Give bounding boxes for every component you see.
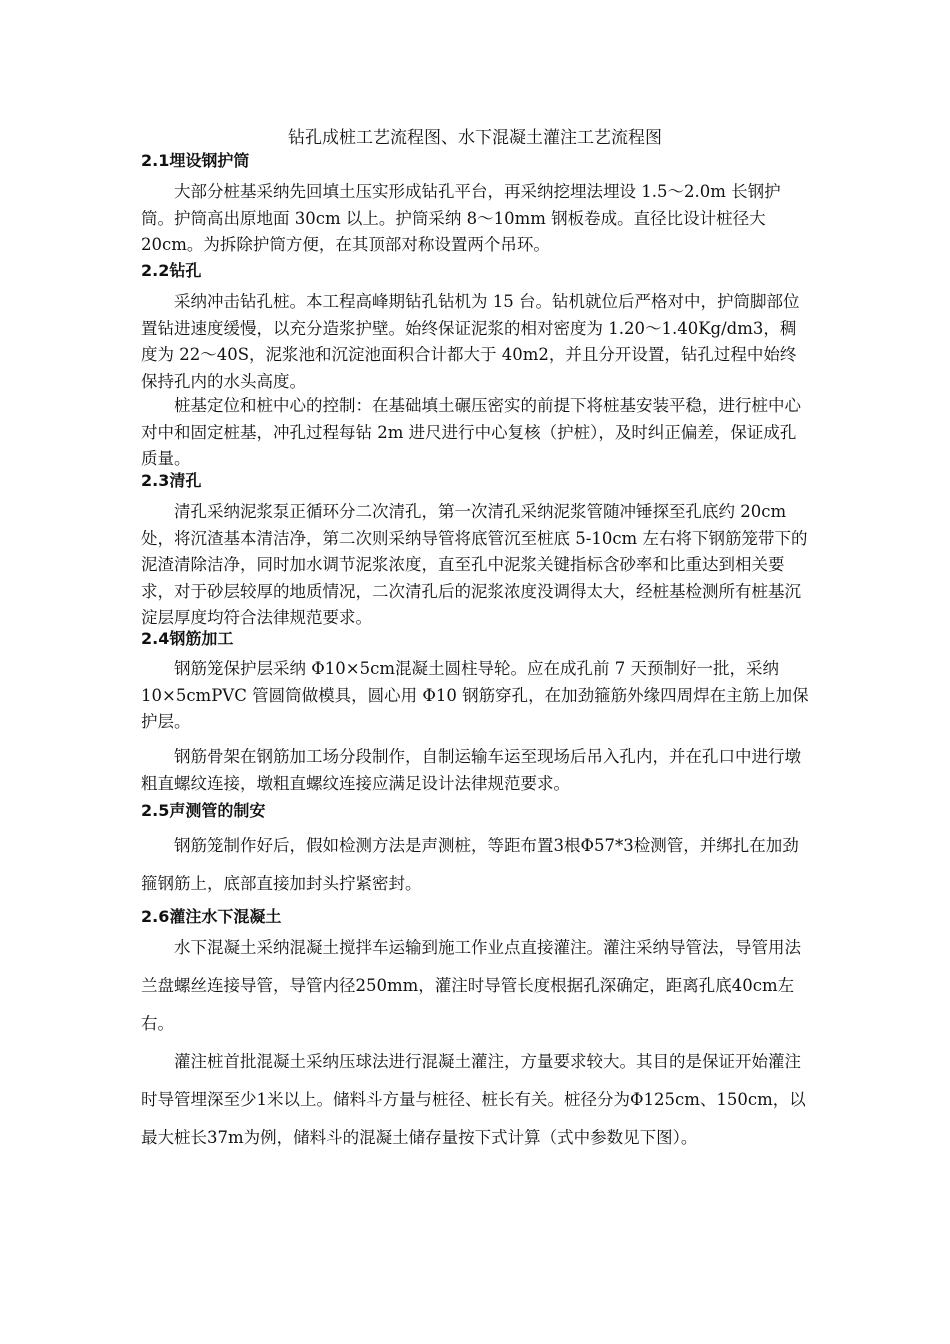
section-heading-2-5: 2.5声测管的制安 [141, 801, 266, 820]
section-2-4-paragraph-2: 钢筋骨架在钢筋加工场分段制作，自制运输车运至现场后吊入孔内，并在孔口中进行墩粗直螺纹连接，墩粗直螺纹连接应满足设计法律规范要求。 [141, 747, 801, 793]
section-heading-2-3: 2.3清孔 [141, 471, 202, 490]
section-2-6-paragraph-1: 水下混凝土采纳混凝土搅拌车运输到施工作业点直接灌注。灌注采纳导管法，导管用法兰盘螺丝连接导管，导管内径250mm，灌注时导管长度根据孔深确定，距离孔底40cm左右。 [141, 938, 801, 1033]
section-heading-2-6: 2.6灌注水下混凝土 [141, 907, 282, 926]
section-heading-2-1: 2.1埋设钢护筒 [141, 151, 250, 170]
section-2-2-paragraph-1: 采纳冲击钻孔桩。本工程高峰期钻孔钻机为 15 台。钻机就位后严格对中，护筒脚部位置钻进速度缓慢，以充分造浆护壁。始终保证泥浆的相对密度为 1.20～1.40Kg/dm3，稠度为 22～40S，泥浆池和沉淀池面积合计都大于 40m2，并且分开设置，钻孔过程中始终保持孔内的水头高度。 [141, 292, 800, 391]
section-2-4-paragraph-1: 钢筋笼保护层采纳 Φ10×5cm混凝土圆柱导轮。应在成孔前 7 天预制好一批，采纳 10×5cmPVC 管圆筒做模具，圆心用 Φ10 钢筋穿孔，在加劲箍筋外缘四周焊在主筋上加保护层。 [141, 659, 809, 731]
section-2-1-paragraph-1: 大部分桩基采纳先回填土压实形成钻孔平台，再采纳挖埋法埋设 1.5～2.0m 长钢护筒。护筒高出原地面 30cm 以上。护筒采纳 8～10mm 钢板卷成。直径比设计桩径大 20cm。为拆除护筒方便，在其顶部对称设置两个吊环。 [141, 182, 781, 254]
section-heading-2-4: 2.4钢筋加工 [141, 629, 234, 648]
section-2-6-paragraph-2: 灌注桩首批混凝土采纳压球法进行混凝土灌注，方量要求较大。其目的是保证开始灌注时导管埋深至少1米以上。储料斗方量与桩径、桩长有关。桩径分为Φ125cm、150cm，以最大桩长37m为例，储料斗的混凝土储存量按下式计算（式中参数见下图）。 [141, 1052, 806, 1147]
section-2-2-paragraph-2: 桩基定位和桩中心的控制：在基础填土碾压密实的前提下将桩基安装平稳，进行桩中心对中和固定桩基，冲孔过程每钻 2m 进尺进行中心复核（护桩），及时纠正偏差，保证成孔质量。 [141, 396, 801, 468]
section-2-5-paragraph-1: 钢筋笼制作好后，假如检测方法是声测桩，等距布置3根Φ57*3检测管，并绑扎在加劲箍钢筋上，底部直接加封头拧紧密封。 [141, 836, 799, 893]
section-2-3-paragraph-1: 清孔采纳泥浆泵正循环分二次清孔，第一次清孔采纳泥浆管随冲锤探至孔底约 20cm 处，将沉渣基本清洁净，第二次则采纳导管将底管沉至桩底 5-10cm 左右将下钢筋笼带下的泥渣清除洁净，同时加水调节泥浆浓度，直至孔中泥浆关键指标含砂率和比重达到相关要求，对于砂层较厚的地质情况，二次清孔后的泥浆浓度没调得太大，经桩基检测所有桩基沉淀层厚度均符合法律规范要求。 [141, 502, 808, 627]
section-heading-2-2: 2.2钻孔 [141, 261, 202, 280]
document-title: 钻孔成桩工艺流程图、水下混凝土灌注工艺流程图 [288, 128, 662, 148]
